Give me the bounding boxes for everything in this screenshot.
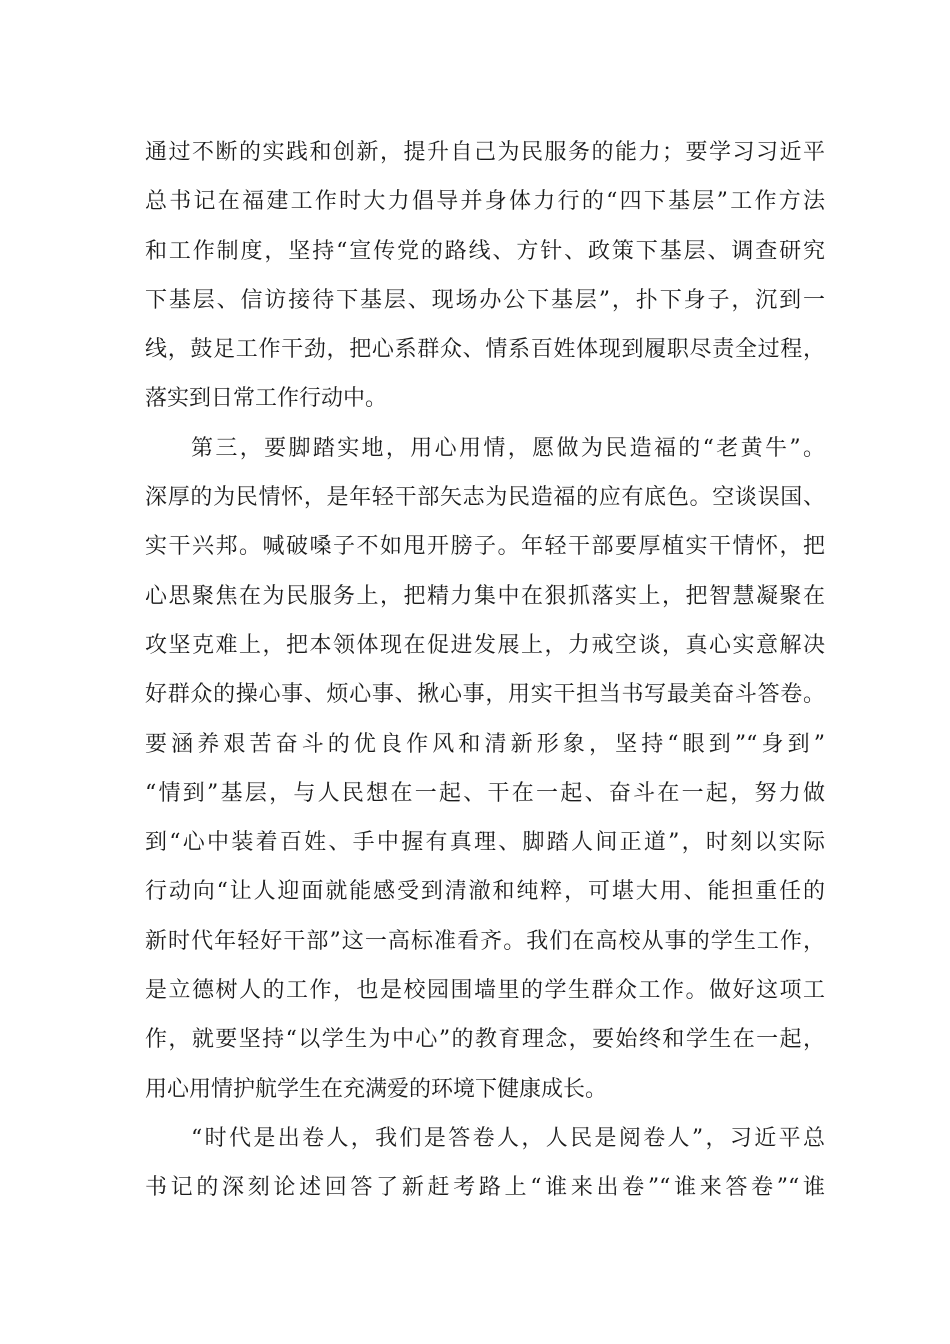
text-line: 总书记在福建工作时大力倡导并身体力行的“四下基层”工作方法	[145, 189, 825, 215]
text-line: 第三，要脚踏实地，用心用情，愿做为民造福的“老黄牛”。	[191, 435, 825, 461]
text-line: 落实到日常工作行动中。	[145, 386, 388, 412]
text-line: 和工作制度，坚持“宣传党的路线、方针、政策下基层、调查研究	[145, 238, 825, 264]
text-line: 是立德树人的工作，也是校园围墙里的学生群众工作。做好这项工	[145, 978, 825, 1004]
text-line: 深厚的为民情怀，是年轻干部矢志为民造福的应有底色。空谈误国、	[145, 485, 825, 511]
text-line: 线，鼓足工作干劲，把心系群众、情系百姓体现到履职尽责全过程，	[145, 337, 825, 363]
text-line: 到“心中装着百姓、手中握有真理、脚踏人间正道”，时刻以实际	[145, 830, 825, 856]
text-line: 要涵养艰苦奋斗的优良作风和清新形象，坚持“眼到”“身到”	[145, 731, 825, 757]
text-line: 实干兴邦。喊破嗓子不如甩开膀子。年轻干部要厚植实干情怀，把	[145, 534, 825, 560]
text-line: 通过不断的实践和创新，提升自己为民服务的能力；要学习习近平	[145, 140, 825, 165]
text-line: 好群众的操心事、烦心事、揪心事，用实干担当书写最美奋斗答卷。	[145, 682, 825, 708]
body-text	[145, 128, 825, 1213]
text-line: “时代是出卷人，我们是答卷人，人民是阅卷人”，习近平总	[191, 1125, 825, 1151]
text-line: 攻坚克难上，把本领体现在促进发展上，力戒空谈，真心实意解决	[145, 632, 825, 658]
text-line: 用心用情护航学生在充满爱的环境下健康成长。	[145, 1076, 608, 1102]
text-line: 新时代年轻好干部”这一高标准看齐。我们在高校从事的学生工作，	[145, 928, 825, 954]
text-line: 作，就要坚持“以学生为中心”的教育理念，要始终和学生在一起，	[145, 1027, 825, 1053]
text-line: “情到”基层，与人民想在一起、干在一起、奋斗在一起，努力做	[145, 780, 825, 806]
text-line: 心思聚焦在为民服务上，把精力集中在狠抓落实上，把智慧凝聚在	[145, 583, 825, 609]
text-line: 行动向“让人迎面就能感受到清澈和纯粹，可堪大用、能担重任的	[145, 879, 825, 905]
text-line: 下基层、信访接待下基层、现场办公下基层”，扑下身子，沉到一	[145, 287, 825, 313]
text-line: 书记的深刻论述回答了新赶考路上“谁来出卷”“谁来答卷”“谁	[145, 1175, 825, 1201]
